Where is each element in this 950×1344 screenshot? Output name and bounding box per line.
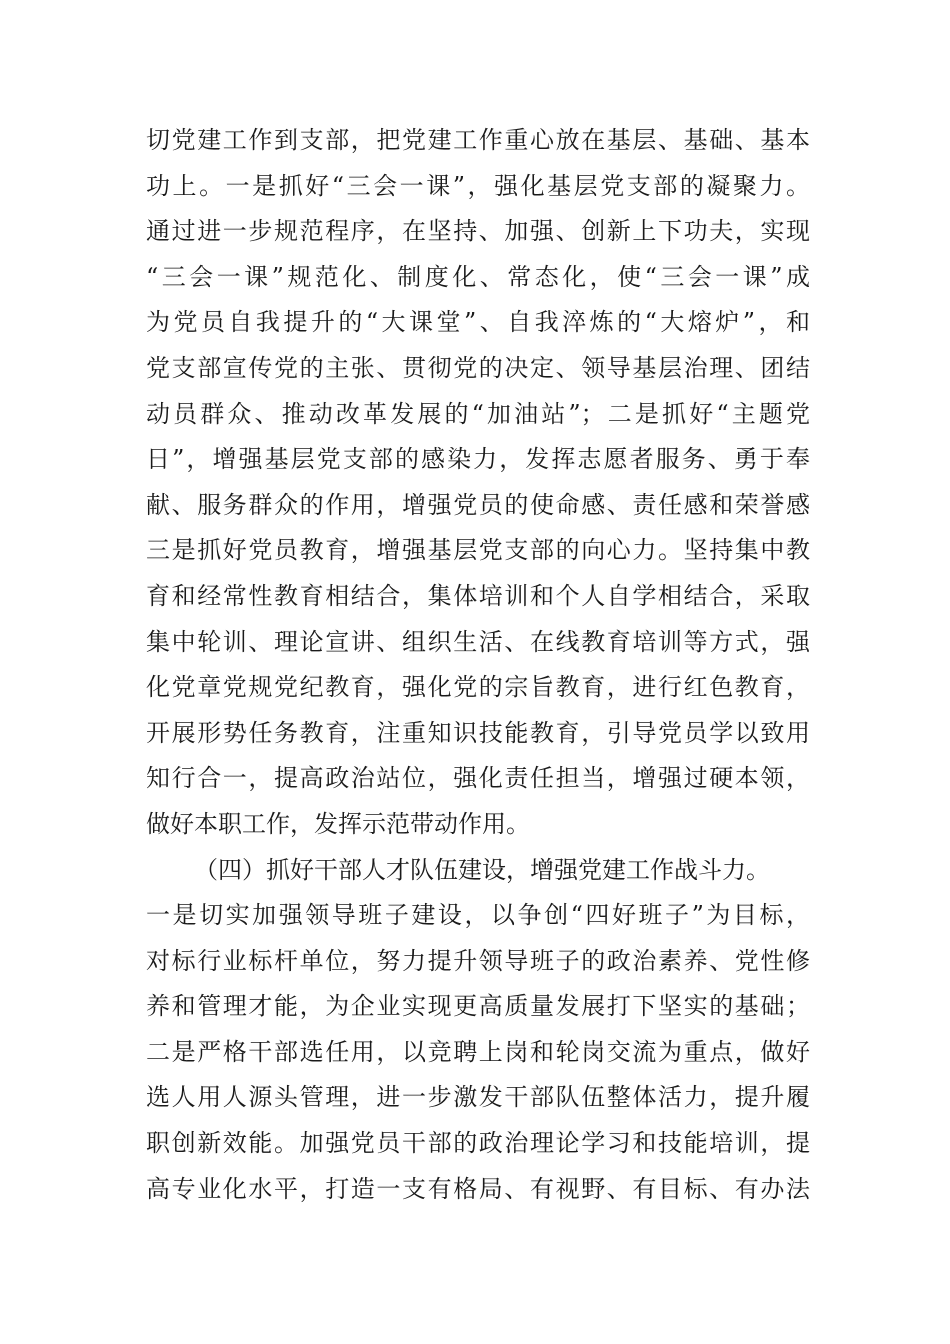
text-line: 三是抓好党员教育，增强基层党支部的向心力。坚持集中教 <box>146 536 810 565</box>
text-line: 开展形势任务教育，注重知识技能教育，引导党员学以致用 <box>146 718 810 747</box>
text-line: 切党建工作到支部，把党建工作重心放在基层、基础、基本 <box>146 126 810 154</box>
text-line: 献、服务群众的作用，增强党员的使命感、责任感和荣誉感 <box>146 490 810 519</box>
text-line: 二是严格干部选任用，以竞聘上岗和轮岗交流为重点，做好 <box>146 1037 810 1066</box>
section-heading: （四）抓好干部人才队伍建设，增强党建工作战斗力。 <box>194 855 770 884</box>
text-line: 对标行业标杆单位，努力提升领导班子的政治素养、党性修 <box>146 946 810 975</box>
text-line: 化党章党规党纪教育，强化党的宗旨教育，进行红色教育， <box>146 673 810 702</box>
text-line: 高专业化水平，打造一支有格局、有视野、有目标、有办法 <box>146 1174 810 1203</box>
text-line: 育和经常性教育相结合，集体培训和个人自学相结合，采取 <box>146 581 810 610</box>
text-line: 养和管理才能，为企业实现更高质量发展打下坚实的基础； <box>146 992 810 1021</box>
text-line: 党支部宣传党的主张、贯彻党的决定、领导基层治理、团结 <box>146 353 810 382</box>
text-line: 集中轮训、理论宣讲、组织生活、在线教育培训等方式，强 <box>146 627 810 656</box>
text-line: 为党员自我提升的“大课堂”、自我淬炼的“大熔炉”，和 <box>146 308 810 337</box>
text-line: 通过进一步规范程序，在坚持、加强、创新上下功夫，实现 <box>146 217 810 246</box>
text-line: “三会一课”规范化、制度化、常态化，使“三会一课”成 <box>146 262 810 291</box>
text-line: 动员群众、推动改革发展的“加油站”；二是抓好“主题党 <box>146 399 810 428</box>
text-line: 功上。一是抓好“三会一课”，强化基层党支部的凝聚力。 <box>146 171 810 200</box>
text-line: 日”，增强基层党支部的感染力，发挥志愿者服务、勇于奉 <box>146 445 810 474</box>
text-line: 做好本职工作，发挥示范带动作用。 <box>146 809 530 838</box>
body-text <box>146 118 810 1212</box>
text-line: 职创新效能。加强党员干部的政治理论学习和技能培训，提 <box>146 1129 810 1158</box>
text-line: 一是切实加强领导班子建设，以争创“四好班子”为目标， <box>146 901 810 930</box>
text-line: 知行合一，提高政治站位，强化责任担当，增强过硬本领， <box>146 764 810 793</box>
text-line: 选人用人源头管理，进一步激发干部队伍整体活力，提升履 <box>146 1083 810 1112</box>
